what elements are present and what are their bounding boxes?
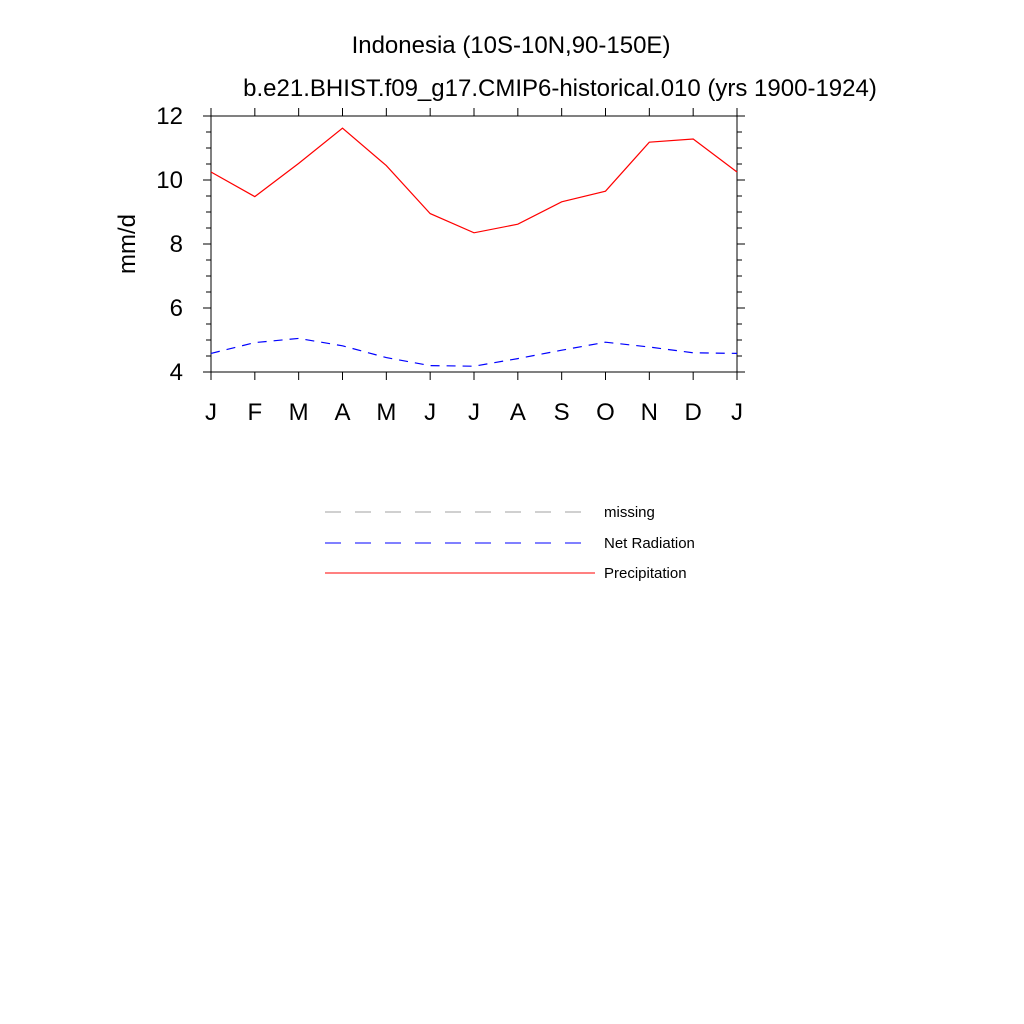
x-tick-label: J: [205, 399, 217, 426]
x-tick-label: M: [288, 399, 309, 426]
x-tick-label: S: [553, 399, 570, 426]
x-tick-label: A: [509, 399, 526, 426]
series-layer: [211, 128, 737, 366]
x-tick-label: A: [334, 399, 351, 426]
y-tick-label: 6: [169, 295, 183, 322]
y-tick-label: 8: [169, 231, 183, 258]
x-tick-label: D: [684, 399, 702, 426]
y-axis-label: mm/d: [114, 214, 141, 274]
legend-label: Net Radiation: [604, 535, 695, 552]
series-line-net-radiation: [211, 338, 737, 366]
chart-title: Indonesia (10S-10N,90-150E): [351, 32, 671, 59]
x-tick-label: J: [424, 399, 437, 426]
legend-label: Precipitation: [604, 565, 687, 582]
x-tick-label: J: [731, 399, 743, 426]
y-tick-label: 12: [156, 103, 183, 130]
plot-frame: [211, 116, 737, 372]
plot-area: [211, 116, 737, 372]
y-tick-label: 4: [169, 359, 183, 386]
x-tick-label: M: [376, 399, 397, 426]
legend-label: missing: [604, 504, 655, 521]
series-line-precipitation: [211, 128, 737, 233]
x-tick-label: J: [468, 399, 480, 426]
x-tick-label: N: [640, 399, 659, 426]
x-tick-label: O: [596, 399, 615, 426]
x-tick-label: F: [247, 399, 263, 426]
y-tick-label: 10: [156, 167, 183, 194]
x-axis-ticks: [205, 108, 743, 426]
y-axis-ticks: [156, 103, 745, 386]
chart-subtitle: b.e21.BHIST.f09_g17.CMIP6-historical.010 (yrs 1900-1924): [243, 75, 877, 102]
legend: [325, 504, 695, 582]
